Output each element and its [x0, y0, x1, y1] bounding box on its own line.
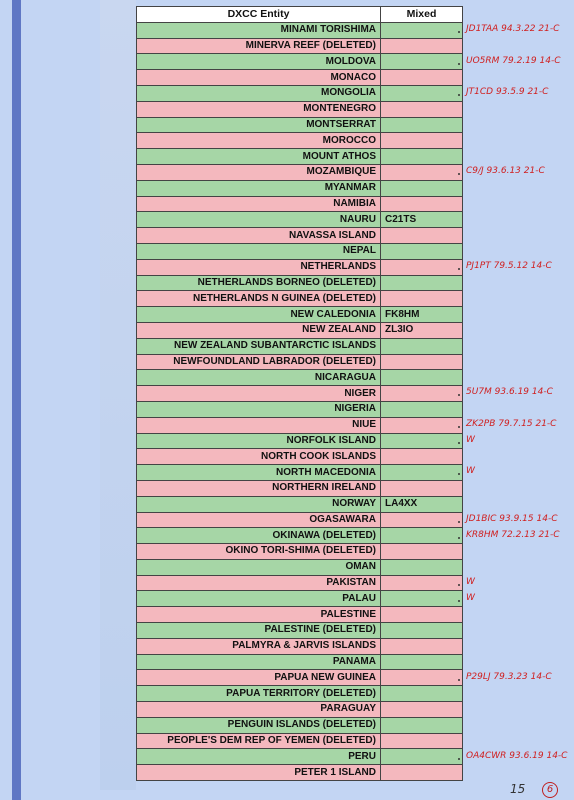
mixed-cell: [381, 433, 463, 449]
entity-cell: NETHERLANDS N GUINEA (DELETED): [137, 291, 381, 307]
table-row: [137, 465, 463, 481]
entity-cell: NAVASSA ISLAND: [137, 228, 381, 244]
mixed-cell: [381, 196, 463, 212]
mixed-cell: [381, 480, 463, 496]
handwritten-note: UO5RM 79.2.19 14-C: [466, 56, 560, 66]
table-row: [137, 654, 463, 670]
table-row: [137, 528, 463, 544]
check-mark: [458, 31, 460, 33]
handwritten-note: JD1TAA 94.3.22 21-C: [466, 24, 559, 34]
entity-cell: NAMIBIA: [137, 196, 381, 212]
entity-cell: MINERVA REEF (DELETED): [137, 38, 381, 54]
entity-cell: PALESTINE: [137, 607, 381, 623]
table-row: [137, 607, 463, 623]
handwritten-note: PJ1PT 79.5.12 14-C: [466, 261, 552, 271]
table-row: [137, 733, 463, 749]
table-row: [137, 85, 463, 101]
mixed-cell: [381, 765, 463, 781]
table-row: [137, 591, 463, 607]
entity-cell: MOZAMBIQUE: [137, 164, 381, 180]
table-row: [137, 433, 463, 449]
check-mark: [458, 268, 460, 270]
mixed-cell: [381, 54, 463, 70]
mixed-cell: [381, 575, 463, 591]
entity-cell: PALMYRA & JARVIS ISLANDS: [137, 638, 381, 654]
check-mark: [458, 679, 460, 681]
mixed-cell: [381, 449, 463, 465]
entity-cell: MINAMI TORISHIMA: [137, 22, 381, 38]
mixed-cell: [381, 749, 463, 765]
mixed-cell: [381, 259, 463, 275]
mixed-cell: [381, 544, 463, 560]
table-row: [137, 291, 463, 307]
handwritten-note: JD1BIC 93.9.15 14-C: [466, 514, 557, 524]
table-row: [137, 544, 463, 560]
table-row: [137, 164, 463, 180]
mixed-cell: [381, 623, 463, 639]
handwritten-note: ZK2PB 79.7.15 21-C: [466, 419, 556, 429]
table-row: [137, 496, 463, 512]
entity-cell: MOLDOVA: [137, 54, 381, 70]
table-row: [137, 22, 463, 38]
mixed-cell: [381, 702, 463, 718]
mixed-cell: FK8HM: [381, 307, 463, 323]
table-row: [137, 338, 463, 354]
table-row: [137, 307, 463, 323]
check-mark: [458, 521, 460, 523]
table-row: [137, 417, 463, 433]
mixed-cell: ZL3IO: [381, 322, 463, 338]
page-number-left: 15: [510, 782, 526, 796]
check-mark: [458, 758, 460, 760]
handwritten-note: W: [466, 435, 475, 445]
mixed-cell: [381, 528, 463, 544]
handwritten-note: W: [466, 466, 475, 476]
handwritten-note: JT1CD 93.5.9 21-C: [466, 87, 548, 97]
entity-cell: NORFOLK ISLAND: [137, 433, 381, 449]
table-row: [137, 575, 463, 591]
entity-cell: OMAN: [137, 559, 381, 575]
mixed-cell: [381, 133, 463, 149]
check-mark: [458, 537, 460, 539]
entity-cell: NEPAL: [137, 243, 381, 259]
mixed-cell: [381, 22, 463, 38]
handwritten-note: W: [466, 593, 475, 603]
mixed-cell: [381, 559, 463, 575]
table-row: [137, 133, 463, 149]
table-row: [137, 243, 463, 259]
table-row: [137, 686, 463, 702]
table-row: [137, 38, 463, 54]
entity-cell: MOUNT ATHOS: [137, 149, 381, 165]
mixed-cell: [381, 386, 463, 402]
mixed-cell: [381, 275, 463, 291]
mixed-cell: [381, 733, 463, 749]
entity-cell: NORTH MACEDONIA: [137, 465, 381, 481]
mixed-cell: [381, 338, 463, 354]
table-row: [137, 559, 463, 575]
entity-cell: NORTH COOK ISLANDS: [137, 449, 381, 465]
mixed-cell: [381, 228, 463, 244]
entity-cell: MOROCCO: [137, 133, 381, 149]
mixed-cell: [381, 370, 463, 386]
mixed-cell: [381, 512, 463, 528]
entity-cell: MONGOLIA: [137, 85, 381, 101]
table-row: [137, 765, 463, 781]
handwritten-note: 5U7M 93.6.19 14-C: [466, 387, 553, 397]
check-mark: [458, 584, 460, 586]
table-row: [137, 259, 463, 275]
entity-cell: PAPUA NEW GUINEA: [137, 670, 381, 686]
entity-cell: NEW ZEALAND SUBANTARCTIC ISLANDS: [137, 338, 381, 354]
table-row: [137, 212, 463, 228]
entity-cell: MONACO: [137, 70, 381, 86]
mixed-cell: [381, 291, 463, 307]
mixed-cell: C21TS: [381, 212, 463, 228]
table-row: [137, 322, 463, 338]
entity-cell: NETHERLANDS: [137, 259, 381, 275]
table-row: [137, 228, 463, 244]
header-entity: DXCC Entity: [137, 7, 381, 23]
mixed-cell: [381, 243, 463, 259]
mixed-cell: [381, 638, 463, 654]
table-row: [137, 275, 463, 291]
table-row: [137, 354, 463, 370]
mixed-cell: [381, 101, 463, 117]
entity-cell: NEWFOUNDLAND LABRADOR (DELETED): [137, 354, 381, 370]
entity-cell: NORWAY: [137, 496, 381, 512]
entity-cell: PENGUIN ISLANDS (DELETED): [137, 717, 381, 733]
mixed-cell: [381, 38, 463, 54]
entity-cell: PALAU: [137, 591, 381, 607]
mixed-cell: [381, 164, 463, 180]
check-mark: [458, 426, 460, 428]
mixed-cell: [381, 607, 463, 623]
mixed-cell: [381, 354, 463, 370]
table-row: [137, 512, 463, 528]
table-row: [137, 670, 463, 686]
entity-cell: PAKISTAN: [137, 575, 381, 591]
mixed-cell: [381, 85, 463, 101]
table-row: [137, 638, 463, 654]
entity-cell: PARAGUAY: [137, 702, 381, 718]
mixed-cell: [381, 686, 463, 702]
entity-cell: PETER 1 ISLAND: [137, 765, 381, 781]
handwritten-note: W: [466, 577, 475, 587]
check-mark: [458, 63, 460, 65]
entity-cell: MYANMAR: [137, 180, 381, 196]
table-row: [137, 370, 463, 386]
entity-cell: NEW CALEDONIA: [137, 307, 381, 323]
table-row: [137, 180, 463, 196]
entity-cell: PALESTINE (DELETED): [137, 623, 381, 639]
binder-spine: [12, 0, 21, 800]
handwritten-note: C9/J 93.6.13 21-C: [466, 166, 545, 176]
mixed-cell: [381, 149, 463, 165]
entity-cell: MONTSERRAT: [137, 117, 381, 133]
table-body: [137, 22, 463, 780]
table-row: [137, 480, 463, 496]
page-number-circled: 6: [542, 782, 558, 798]
mixed-cell: [381, 654, 463, 670]
check-mark: [458, 442, 460, 444]
entity-cell: NICARAGUA: [137, 370, 381, 386]
entity-cell: OGASAWARA: [137, 512, 381, 528]
entity-cell: PERU: [137, 749, 381, 765]
handwritten-note: P29LJ 79.3.23 14-C: [466, 672, 552, 682]
header-mixed: Mixed: [381, 7, 463, 23]
mixed-cell: [381, 670, 463, 686]
mixed-cell: [381, 70, 463, 86]
handwritten-note: KR8HM 72.2.13 21-C: [466, 530, 559, 540]
entity-cell: OKINO TORI-SHIMA (DELETED): [137, 544, 381, 560]
table-row: [137, 386, 463, 402]
table-row: [137, 623, 463, 639]
mixed-cell: [381, 717, 463, 733]
mixed-cell: [381, 591, 463, 607]
mixed-cell: [381, 401, 463, 417]
entity-cell: NAURU: [137, 212, 381, 228]
entity-cell: PEOPLE'S DEM REP OF YEMEN (DELETED): [137, 733, 381, 749]
table-row: [137, 70, 463, 86]
table-row: [137, 702, 463, 718]
mixed-cell: [381, 417, 463, 433]
table-row: [137, 117, 463, 133]
entity-cell: NIUE: [137, 417, 381, 433]
table-row: [137, 54, 463, 70]
mixed-cell: LA4XX: [381, 496, 463, 512]
entity-cell: NORTHERN IRELAND: [137, 480, 381, 496]
handwritten-notes: [462, 0, 574, 800]
mixed-cell: [381, 117, 463, 133]
handwritten-note: OA4CWR 93.6.19 14-C: [466, 751, 567, 761]
table-row: [137, 101, 463, 117]
entity-cell: NIGERIA: [137, 401, 381, 417]
check-mark: [458, 600, 460, 602]
table-row: [137, 449, 463, 465]
entity-cell: PANAMA: [137, 654, 381, 670]
entity-cell: NIGER: [137, 386, 381, 402]
table-row: [137, 717, 463, 733]
table-row: [137, 749, 463, 765]
entity-cell: NEW ZEALAND: [137, 322, 381, 338]
entity-cell: PAPUA TERRITORY (DELETED): [137, 686, 381, 702]
table-row: [137, 196, 463, 212]
entity-cell: NETHERLANDS BORNEO (DELETED): [137, 275, 381, 291]
entity-cell: OKINAWA (DELETED): [137, 528, 381, 544]
table-row: [137, 149, 463, 165]
dxcc-table: [136, 6, 463, 781]
table-header-row: [137, 7, 463, 23]
mixed-cell: [381, 465, 463, 481]
mixed-cell: [381, 180, 463, 196]
entity-cell: MONTENEGRO: [137, 101, 381, 117]
bleed-through-column: [100, 0, 136, 790]
table-row: [137, 401, 463, 417]
